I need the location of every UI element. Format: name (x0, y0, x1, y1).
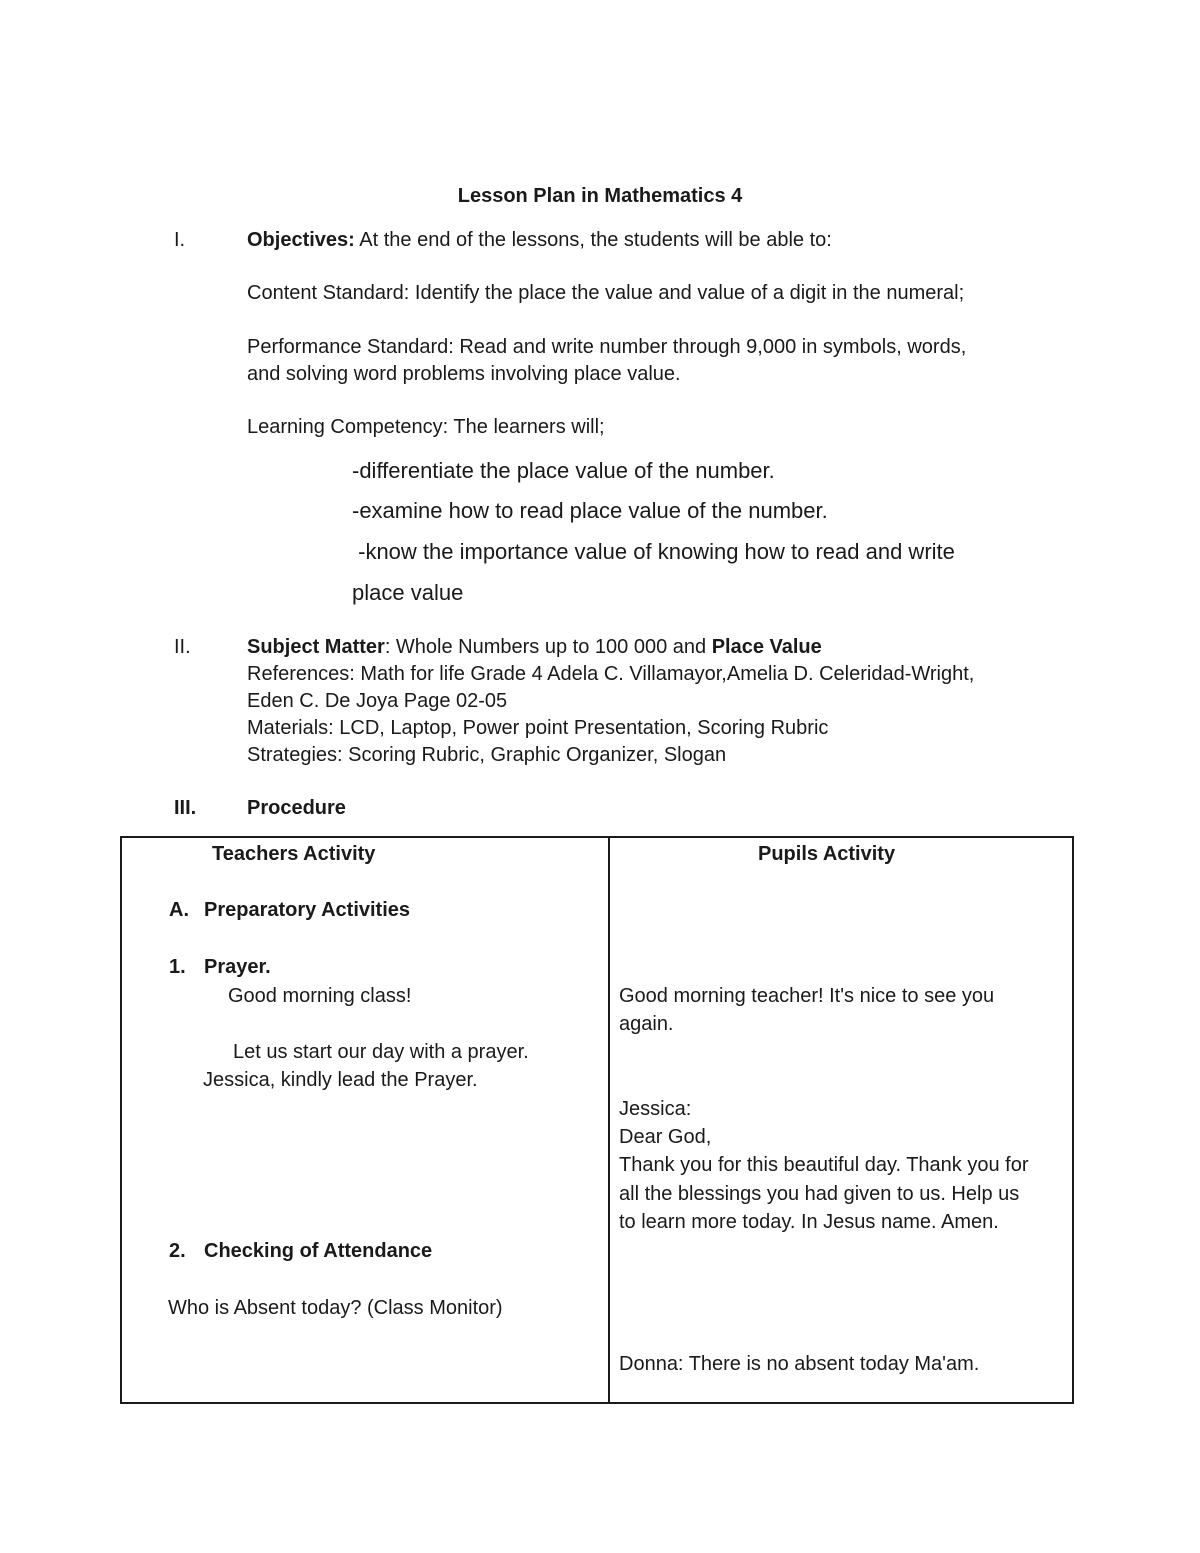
pupil-greeting-line-2: again. (619, 1013, 674, 1035)
teacher-greeting: Good morning class! (228, 985, 412, 1007)
pupil-prayer-line-1: Thank you for this beautiful day. Thank you for (619, 1154, 1029, 1176)
teacher-prayer-line-1: Let us start our day with a prayer. (233, 1041, 529, 1063)
learning-competency: Learning Competency: The learners will; (247, 416, 605, 438)
teachers-activity-header: Teachers Activity (212, 843, 376, 865)
subject-matter-topic: Place Value (711, 636, 822, 658)
prayer-heading: Prayer. (204, 956, 271, 978)
teachers-activity-column (121, 837, 609, 1403)
procedure-heading: Procedure (247, 797, 346, 819)
subject-matter-line (247, 634, 822, 661)
objectives-heading: Objectives: (247, 229, 355, 251)
item-1-label: 1. (169, 956, 186, 978)
competency-item: place value (352, 580, 464, 605)
competency-item: -differentiate the place value of the number. (352, 458, 775, 483)
absent-question: Who is Absent today? (Class Monitor) (168, 1297, 503, 1319)
pupil-jessica: Jessica: (619, 1098, 692, 1120)
section-3-numeral: III. (174, 797, 197, 819)
preparatory-activities-heading: Preparatory Activities (204, 899, 411, 921)
materials: Materials: LCD, Laptop, Power point Presentation, Scoring Rubric (247, 717, 829, 739)
pupil-prayer-line-2: all the blessings you had given to us. Help us (619, 1183, 1020, 1205)
pupil-greeting-line-1: Good morning teacher! It's nice to see you (619, 985, 995, 1007)
attendance-heading: Checking of Attendance (204, 1240, 433, 1262)
pupil-prayer-line-3: to learn more today. In Jesus name. Amen. (619, 1211, 999, 1233)
pupils-activity-column (609, 837, 1073, 1403)
performance-standard-line-2: and solving word problems involving place value. (247, 363, 681, 385)
document-title: Lesson Plan in Mathematics 4 (457, 185, 743, 207)
competency-item: -know the importance value of knowing how to read and write (352, 539, 955, 564)
pupils-activity-header: Pupils Activity (758, 843, 896, 865)
objectives-intro: At the end of the lessons, the students will be able to: (354, 229, 832, 251)
competency-item: -examine how to read place value of the number. (352, 498, 828, 523)
item-2-label: 2. (169, 1240, 186, 1262)
subject-matter-text: : Whole Numbers up to 100 000 and (384, 636, 712, 658)
section-1-numeral: I. (174, 229, 186, 251)
section-a-label: A. (169, 899, 189, 921)
references-line-1: References: Math for life Grade 4 Adela C. Villamayor,Amelia D. Celeridad-Wright, (247, 663, 975, 685)
objectives-line (247, 227, 832, 254)
section-2-numeral: II. (174, 636, 191, 658)
strategies: Strategies: Scoring Rubric, Graphic Organizer, Slogan (247, 744, 727, 766)
content-standard: Content Standard: Identify the place the value and value of a digit in the numeral; (247, 282, 965, 304)
subject-matter-heading: Subject Matter (247, 636, 385, 658)
procedure-table (120, 836, 1074, 1404)
references-line-2: Eden C. De Joya Page 02-05 (247, 690, 508, 712)
pupil-dear-god: Dear God, (619, 1126, 712, 1148)
attendance-reply: Donna: There is no absent today Ma'am. (619, 1353, 980, 1375)
performance-standard-line-1: Performance Standard: Read and write number through 9,000 in symbols, words, (247, 336, 967, 358)
teacher-prayer-line-2: Jessica, kindly lead the Prayer. (203, 1069, 478, 1091)
